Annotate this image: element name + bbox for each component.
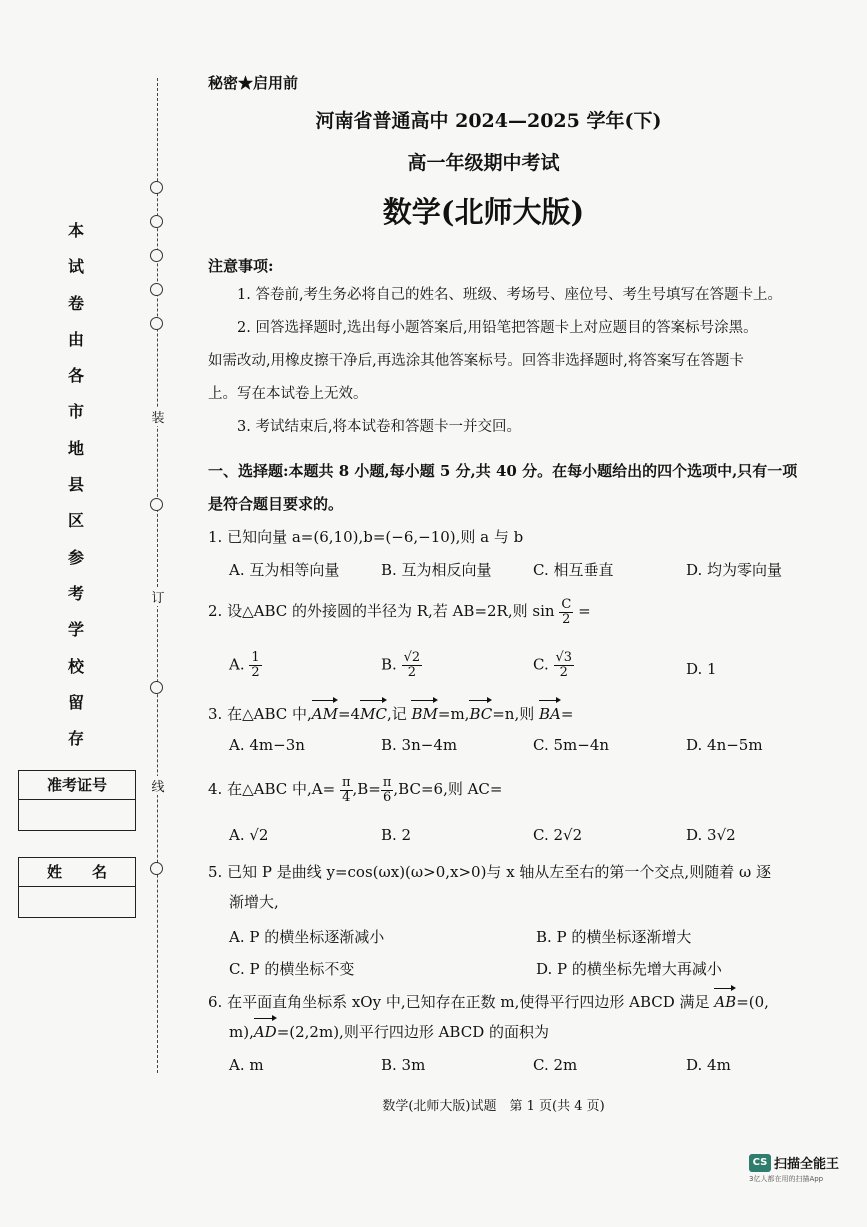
option-c: C. $\frac{√3}{2}$ [533, 650, 573, 680]
option-d: D. 4m [686, 1056, 731, 1074]
option-d: D. 均为零向量 [686, 561, 783, 579]
option-c: C. P 的横坐标不变 [229, 960, 355, 978]
option-b: B. 3n−4m [381, 736, 458, 754]
option-a: A. $\frac{1}{2}$ [229, 650, 260, 680]
exam-subtitle: 高一年级期中考试 [407, 152, 560, 174]
name-field[interactable] [19, 887, 135, 917]
question-stem-cont: m),AD=(2,2m),则平行四边形 ABCD 的面积为 [208, 1017, 853, 1047]
vector-ab: AB [714, 987, 736, 1017]
option-b: B. 2 [381, 826, 412, 844]
notice-item-2-cont: 上。写在本试卷上无效。 [208, 386, 368, 402]
exam-id-box [18, 770, 136, 831]
exam-id-label: 准考证号 [19, 771, 135, 800]
binding-hole [150, 681, 163, 694]
question-4: 4. 在△ABC 中,A= $\frac{\pi}{4}$ ,B= $\frac{\pi}{6}$ ,BC=6,则 AC= [208, 774, 503, 805]
option-b: B. $\frac{√2}{2}$ [381, 650, 421, 680]
vector-bc: BC [469, 699, 492, 729]
vector-ad: AD [254, 1017, 277, 1047]
scanner-app-name: 扫描全能王 [774, 1157, 840, 1172]
fraction: $\frac{\pi}{4}$ [341, 774, 351, 805]
section-heading-line: 一、选择题:本题共 8 小题,每小题 5 分,共 40 分。在每小题给出的四个选项中,只有一项 [208, 462, 798, 480]
page-footer: 数学(北师大版)试题 第 1 页(共 4 页) [382, 1099, 605, 1114]
option-d: D. P 的横坐标先增大再减小 [536, 960, 722, 978]
option-a: A. √2 [229, 826, 269, 844]
question-stem: 5. 已知 P 是曲线 y=cos(ωx)(ω>0,x>0)与 x 轴从左至右的第一个交点,则随着 ω 逐 [208, 863, 771, 881]
binding-hole [150, 498, 163, 511]
option-b: B. P 的横坐标逐渐增大 [536, 928, 692, 946]
option-b: B. 3m [381, 1056, 426, 1074]
exam-title: 河南省普通高中 2024—2025 学年(下) [315, 110, 662, 132]
option-d: D. 3√2 [686, 826, 736, 844]
vector-mc: MC [360, 699, 387, 729]
question-2 [208, 596, 853, 627]
name-box [18, 857, 136, 918]
vertical-retention-notice: 本 试 卷 由 各 市 地 县 区 参 考 学 校 留 存 [67, 221, 84, 749]
exam-id-field[interactable] [19, 800, 135, 830]
option-c: C. 相互垂直 [533, 561, 614, 579]
vector-bm: BM [411, 699, 437, 729]
option-d: D. 1 [686, 660, 717, 678]
notice-item-2: 2. 回答选择题时,选出每小题答案后,用铅笔把答题卡上对应题目的答案标号涂黑。 [237, 320, 758, 336]
binding-hole [150, 862, 163, 875]
option-a: A. 互为相等向量 [229, 561, 340, 579]
question-5 [208, 857, 853, 917]
binding-hole [150, 249, 163, 262]
vector-ba: BA [539, 699, 561, 729]
question-stem-suffix: = [578, 602, 591, 620]
scanner-logo-icon: CS [749, 1154, 771, 1172]
section-heading-line: 是符合题目要求的。 [208, 495, 344, 513]
question-6 [208, 987, 853, 1047]
binding-hole [150, 317, 163, 330]
question-1 [208, 522, 853, 552]
question-stem: 2. 设△ABC 的外接圆的半径为 R,若 AB=2R,则 sin [208, 602, 555, 620]
scanner-watermark [749, 1152, 839, 1184]
secret-label: 秘密★启用前 [208, 74, 299, 92]
notice-block [208, 279, 853, 444]
binding-hole [150, 283, 163, 296]
option-c: C. 2√2 [533, 826, 583, 844]
question-stem-cont: 渐增大, [229, 893, 279, 911]
notice-item-2-cont: 如需改动,用橡皮擦干净后,再选涂其他答案标号。回答非选择题时,将答案写在答题卡 [208, 353, 744, 369]
option-a: A. 4m−3n [229, 736, 305, 754]
section-heading [208, 455, 853, 521]
binding-mark-zhuang: 装 [150, 407, 166, 426]
option-c: C. 2m [533, 1056, 578, 1074]
fraction: $\frac{C}{2}$ [561, 596, 572, 627]
name-label: 姓 名 [19, 858, 135, 887]
question-3: 3. 在△ABC 中,AM=4MC,记 BM=m,BC=n,则 BA= [208, 699, 853, 729]
option-d: D. 4n−5m [686, 736, 763, 754]
scanner-tagline: 3亿人都在用的扫描App [749, 1175, 824, 1183]
binding-mark-ding: 订 [150, 587, 166, 606]
option-a: A. P 的横坐标逐渐减小 [229, 928, 385, 946]
option-b: B. 互为相反向量 [381, 561, 492, 579]
binding-mark-xian: 线 [150, 776, 166, 795]
option-c: C. 5m−4n [533, 736, 610, 754]
fraction: $\frac{\pi}{6}$ [382, 774, 392, 805]
question-stem: 6. 在平面直角坐标系 xOy 中,已知存在正数 m,使得平行四边形 ABCD 满足 AB=(0, [208, 987, 853, 1017]
vector-am: AM [312, 699, 338, 729]
option-a: A. m [229, 1056, 264, 1074]
subject-title: 数学(北师大版) [382, 195, 585, 229]
notice-heading: 注意事项: [208, 257, 274, 275]
notice-item-1: 1. 答卷前,考生务必将自己的姓名、班级、考场号、座位号、考生号填写在答题卡上。 [237, 287, 783, 303]
question-stem: 1. 已知向量 a=(6,10),b=(−6,−10),则 a 与 b [208, 528, 524, 546]
notice-item-3: 3. 考试结束后,将本试卷和答题卡一并交回。 [237, 419, 522, 435]
